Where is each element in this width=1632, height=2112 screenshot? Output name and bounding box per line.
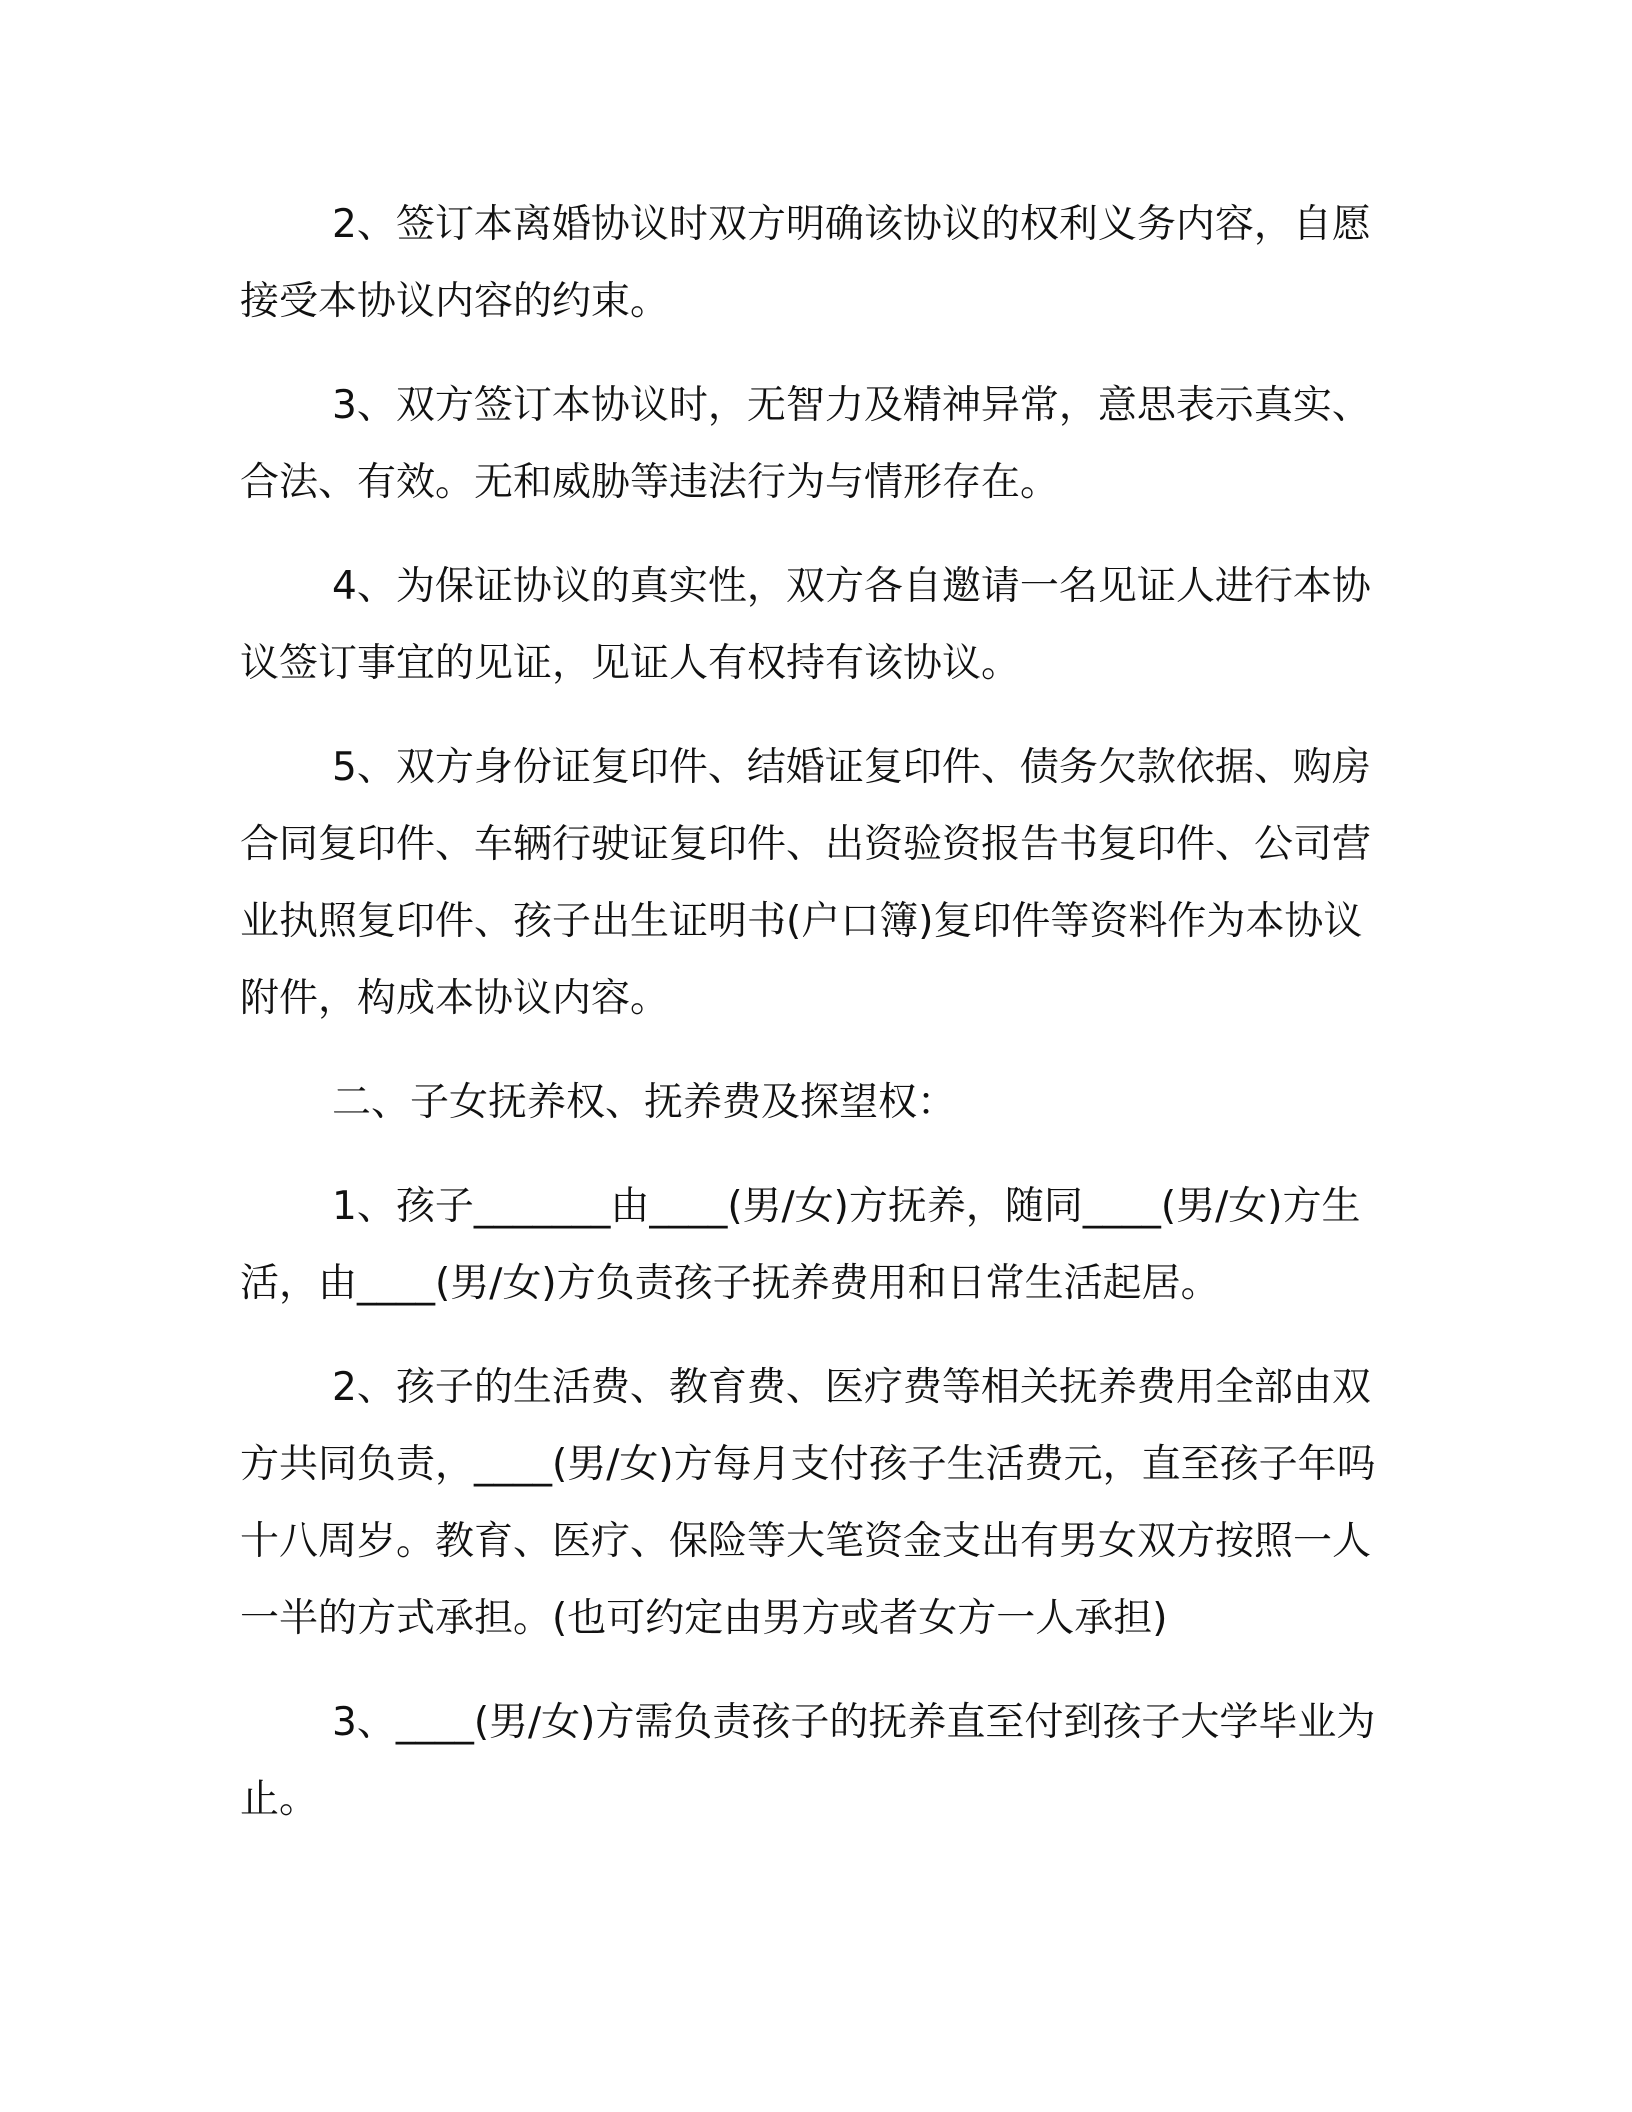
custody-clause-3-paragraph: 3、____(男/女)方需负责孩子的抚养直至付到孩子大学毕业为止。 [240,1700,1376,1822]
document-body [240,186,1400,1838]
custody-clause-1-paragraph: 1、孩子_______由____(男/女)方抚养，随同____(男/女)方生活，由____(男/女)方负责孩子抚养费用和日常生活起居。 [240,1184,1361,1306]
clause-3-paragraph: 3、双方签订本协议时，无智力及精神异常，意思表示真实、合法、有效。无和威胁等违法行为与情形存在。 [240,383,1371,505]
clause-5-paragraph: 5、双方身份证复印件、结婚证复印件、债务欠款依据、购房合同复印件、车辆行驶证复印件、出资验资报告书复印件、公司营业执照复印件、孩子出生证明书(户口簿)复印件等资料作为本协议附件，构成本协议内容。 [240,745,1372,1021]
section-heading-custody: 二、子女抚养权、抚养费及探望权： [332,1080,957,1125]
clause-2-paragraph: 2、签订本离婚协议时双方明确该协议的权利义务内容，自愿接受本协议内容的约束。 [240,202,1371,324]
custody-clause-2-paragraph: 2、孩子的生活费、教育费、医疗费等相关抚养费用全部由双方共同负责，____(男/女)方每月支付孩子生活费元，直至孩子年吗十八周岁。教育、医疗、保险等大笔资金支出有男女双方按照一人一半的方式承担。(也可约定由男方或者女方一人承担) [240,1365,1376,1641]
clause-4-paragraph: 4、为保证协议的真实性，双方各自邀请一名见证人进行本协议签订事宜的见证，见证人有权持有该协议。 [240,564,1371,686]
